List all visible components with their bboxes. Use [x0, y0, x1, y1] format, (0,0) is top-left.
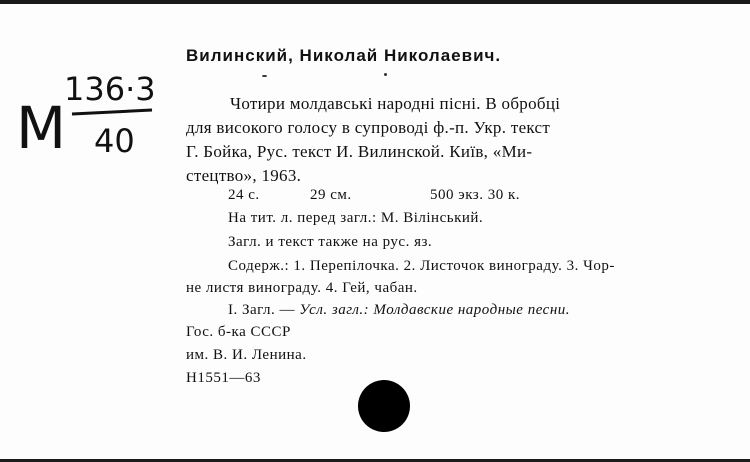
ink-speck	[262, 75, 267, 77]
card-number: Н1551—63	[186, 370, 261, 386]
library-name-2: им. В. И. Ленина.	[186, 347, 307, 363]
title-line-3: Г. Бойка, Рус. текст И. Вилинской. Київ, «Ми-	[186, 142, 533, 161]
pagination: 24 с.	[228, 187, 260, 203]
title-line-2: для високого голосу в супроводі ф.-п. Укр. текст	[186, 118, 551, 137]
print-run-price: 500 экз. 30 к.	[430, 187, 520, 203]
ink-speck	[384, 73, 387, 76]
title-line-4: стецтво», 1963.	[186, 166, 302, 185]
shelfmark-top: 136·3	[64, 70, 156, 108]
shelfmark-bottom: 40	[94, 122, 135, 160]
tracing-prefix: I. Загл. —	[228, 302, 300, 318]
note-language: Загл. и текст также на рус. яз.	[228, 234, 433, 250]
handwritten-shelfmark	[14, 60, 164, 190]
tracing	[228, 300, 570, 320]
shelfmark-letter: М	[16, 94, 67, 162]
tracing-uniform-title: Усл. загл.: Молдавские народные песни.	[299, 302, 571, 318]
author-heading: Вилинский, Николай Николаевич.	[186, 46, 502, 65]
shelfmark-rule	[72, 110, 152, 114]
punch-hole	[358, 380, 410, 432]
library-name: Гос. б-ка СССР	[186, 324, 291, 340]
top-edge	[0, 0, 750, 4]
contents-line-2: не листя винограду. 4. Гей, чабан.	[186, 280, 418, 296]
note-title-page: На тит. л. перед загл.: М. Вілінський.	[228, 210, 484, 226]
dimensions: 29 см.	[310, 187, 352, 203]
title-line-1: Чотири молдавські народні пісні. В обробці	[230, 94, 561, 113]
contents-line-1: Содерж.: 1. Перепілочка. 2. Листочок винограду. 3. Чор-	[228, 258, 615, 274]
